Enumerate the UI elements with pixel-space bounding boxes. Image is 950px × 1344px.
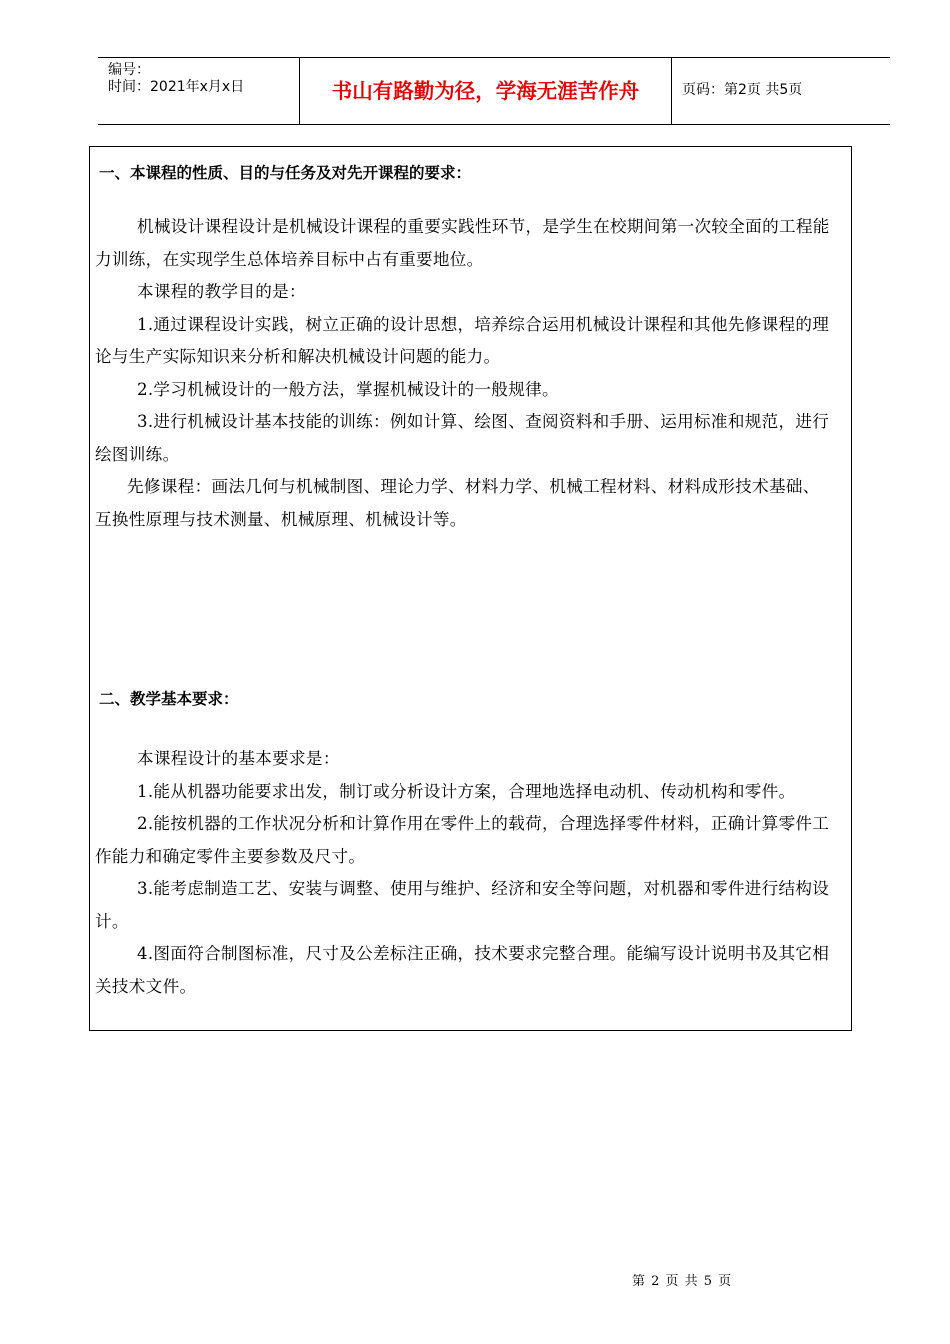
footer-page-number: 第 2 页 共 5 页: [632, 1274, 733, 1289]
section2-paragraph: 1.能从机器功能要求出发，制订或分析设计方案，合理地选择电动机、传动机构和零件。: [137, 781, 796, 801]
section1-heading: 一、本课程的性质、目的与任务及对先开课程的要求：: [99, 164, 472, 182]
section2-paragraph: 3.能考虑制造工艺、安装与调整、使用与维护、经济和安全等问题，对机器和零件进行结构设计。: [95, 879, 830, 931]
section2-body: [95, 743, 835, 1003]
section1-paragraph: 本课程的教学目的是：: [137, 282, 306, 301]
document-time-label: 时间：2021年x月x日: [108, 79, 245, 95]
section1-paragraph: 机械设计课程设计是机械设计课程的重要实践性环节，是学生在校期间第一次较全面的工程能力训练，在实现学生总体培养目标中占有重要地位。: [95, 217, 830, 269]
content-box: [89, 146, 852, 1031]
section1-paragraph: 2.学习机械设计的一般方法，掌握机械设计的一般规律。: [137, 379, 559, 399]
section2-paragraph: 4.图面符合制图标准，尺寸及公差标注正确，技术要求完整合理。能编写设计说明书及其它相关技术文件。: [95, 944, 830, 996]
header-page-info: 页码：第2页 共5页: [682, 82, 803, 98]
prerequisite-courses: 先修课程：画法几何与机械制图、理论力学、材料力学、机械工程材料、材料成形技术基础、互换性原理与技术测量、机械原理、机械设计等。: [95, 477, 820, 529]
section2-paragraph: 2.能按机器的工作状况分析和计算作用在零件上的载荷，合理选择零件材料，正确计算零件工作能力和确定零件主要参数及尺寸。: [95, 814, 830, 866]
header-motto: 书山有路勤为径，学海无涯苦作舟: [300, 58, 672, 124]
section1-paragraph: 3.进行机械设计基本技能的训练：例如计算、绘图、查阅资料和手册、运用标准和规范，进行绘图训练。: [95, 412, 830, 464]
section2-paragraph: 本课程设计的基本要求是：: [137, 749, 340, 768]
document-header: [98, 57, 890, 125]
section2-heading: 二、教学基本要求：: [99, 690, 239, 708]
section1-paragraph: 1.通过课程设计实践，树立正确的设计思想，培养综合运用机械设计课程和其他先修课程的理论与生产实际知识来分析和解决机械设计问题的能力。: [95, 314, 830, 366]
document-number-label: 编号：: [108, 62, 150, 78]
section1-body: [95, 211, 835, 536]
header-meta: [98, 58, 300, 124]
